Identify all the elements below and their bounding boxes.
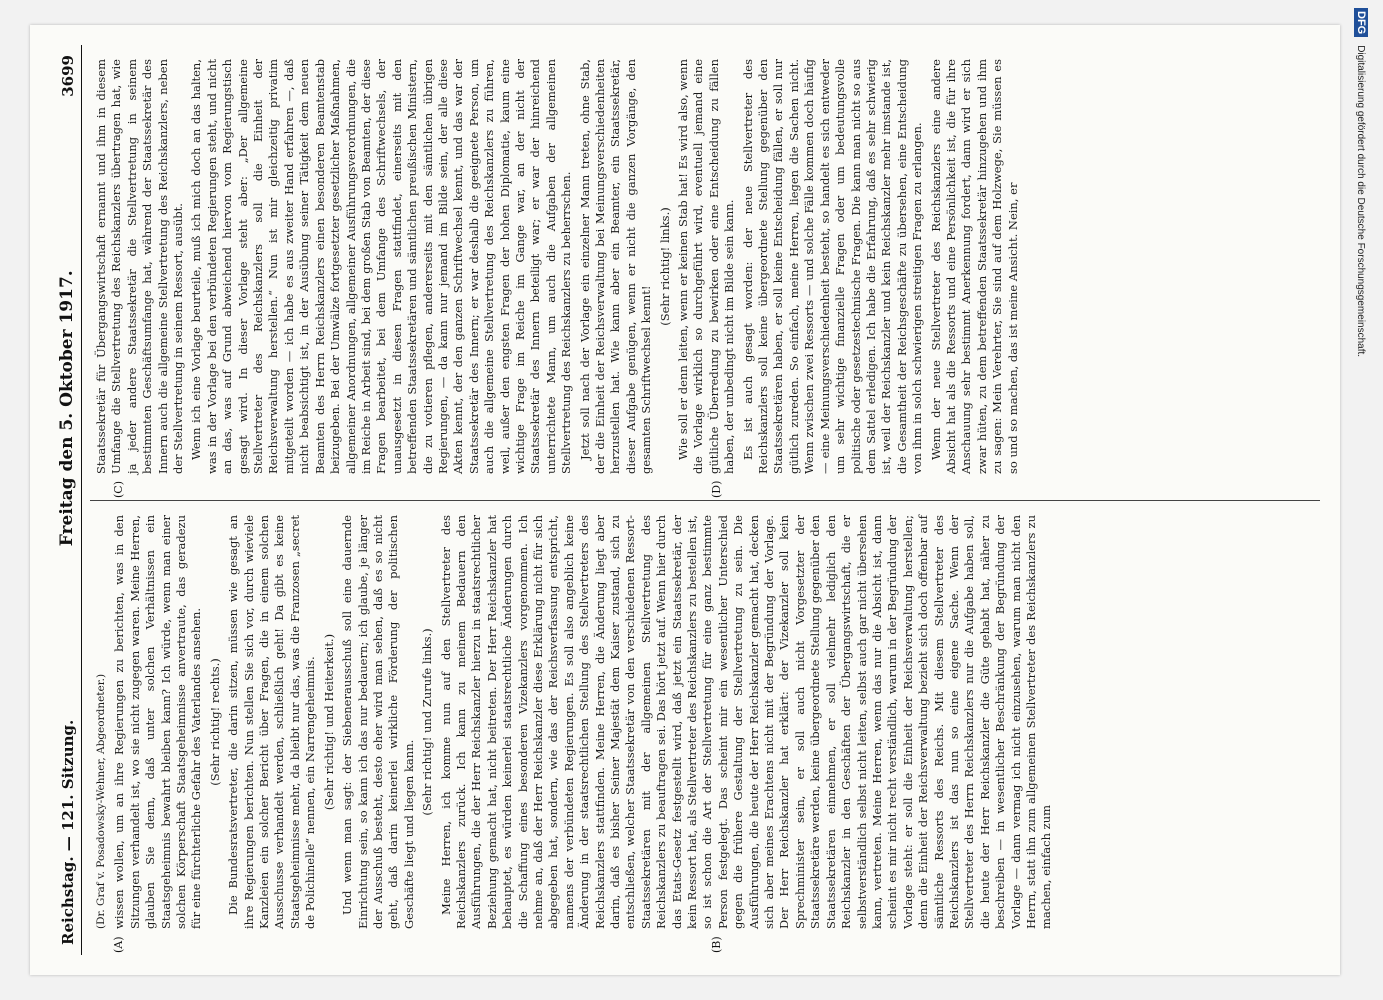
margin-marker-d: (D) bbox=[710, 480, 723, 498]
newspaper-page bbox=[50, 45, 1320, 955]
paragraph: Staatssekretär für Übergangswirtschaft ernannt und ihm in diesem Umfange die Stellvertretung des Reichskanzlers übertragen hat, wie ja jeder andere Staatssekretär die Stellvertretung in seinem bestimmten Geschäftsumfange hat, während der Staatssekretär des Innern auch die allgemeine Stellvertretung des Reichskanzlers, neben der Stellvertretung in seinem Ressort, ausübt. bbox=[94, 59, 186, 474]
interjection: (Sehr richtig! links.) bbox=[657, 207, 672, 326]
dfg-logo-icon: DFG bbox=[1354, 8, 1368, 37]
header-left: Reichstag. — 121. Sitzung. bbox=[59, 719, 77, 945]
right-column bbox=[90, 45, 1320, 500]
paragraph: Es ist auch gesagt worden: der neue Stellvertreter des Reichskanzlers soll keine übergeordnete Stellung gegenüber den Staatssekretären haben, er soll keine Entscheidung fällen, er soll nur gütlich zureden. So einfach, meine Herren, liegen die Sachen nicht. Wenn zwischen zwei Ressorts — und solche Fälle kommen doch häufig — eine Meinungsverschiedenheit besteht, so handelt es sich entweder um sehr wichtige finanzielle Fragen oder um bedeutungsvolle politische oder gesetzestechnische Fragen. Die kann man nicht so aus dem Sattel erledigen. Ich habe die Erfahrung, daß es sehr schwierig ist, weil der Reichskanzler und kein Reichskanzler mehr imstande ist, die Gesamtheit der Reichsgeschäfte zu übersehen, eine Entscheidung von ihm in solch schwierigen streitigen Fragen zu erlangen. bbox=[740, 59, 925, 474]
margin-marker-b: (B) bbox=[710, 936, 723, 953]
page-header bbox=[50, 45, 82, 955]
paragraph: Wie soll er denn leiten, wenn er keinen Stab hat! Es wird also, wenn die Vorlage wirklich so durchgeführt wird, eventuell jemand eine gütliche Überredung zu bewirken oder eine Entscheidung zu fällen haben, der unbedingt nicht im Bilde sein kann. bbox=[676, 59, 737, 474]
rotated-page-content bbox=[30, 25, 1340, 975]
digitization-credit bbox=[1345, 8, 1377, 988]
paragraph: Meine Herren, ich komme nun auf den Stellvertreter des Reichskanzlers zurück. Ich kann zu meinem Bedauern den Ausführungen, die der Herr Reichskanzler hierzu in staatsrechtlicher Beziehung gemacht hat, nicht beitreten. Der Herr Reichskanzler hat behauptet, es würden keinerlei staatsrechtliche Änderungen durch die Schaffung eines besonderen Vizekanzlers vorgenommen. Ich nehme an, daß der Herr Reichskanzler diese Erklärung nicht für sich abgegeben hat, sondern, wie das der Reichsverfassung entspricht, namens der verbündeten Regierungen. Es soll also angeblich keine Änderung in der staatsrechtlichen Stellung des Stellvertreters des Reichskanzlers stattfinden. Meine Herren, die Änderung liegt aber darin, daß es bisher Seiner Majestät dem Kaiser zustand, sich zu entschließen, welcher Staatssekretär von den verschiedenen Ressort-Staatssekretären mit der allgemeinen Stellvertretung des Reichskanzlers zu beauftragen sei. Das hört jetzt auf. Wenn hier durch das Etats-Gesetz festgestellt wird, daß jetzt ein Staatssekretär, der kein Ressort hat, als Stellvertreter des Reichskanzlers zu bestellen ist, so ist schon die Art der Stellvertretung für eine ganz bestimmte Person festgelegt. Das scheint mir ein wesentlicher Unterschied gegen die frühere Gestaltung der Stellvertretung zu sein. Die Ausführungen, die heute der Herr Reichskanzler gemacht hat, decken sich aber meines Erachtens nicht mit der Begründung der Vorlage. Der Herr Reichskanzler hat erklärt: der Vizekanzler soll kein Sprechminister sein, er soll auch nicht Vorgesetzter der Staatssekretäre werden, keine übergeordnete Stellung gegenüber den Staatssekretären einnehmen, er soll vielmehr lediglich den Reichskanzler in den Geschäften der Übergangswirtschaft, die er selbstverständlich selbst nicht leiten, selbst auch gar nicht übersehen kann, vertreten. Meine Herren, wenn das nur die Absicht ist, dann scheint es mir nicht recht verständlich, warum in der Begründung der Vorlage steht: er soll die Einheit der Reichsverwaltung herstellen; denn die Einheit der Reichsverwaltung bezieht sich doch offenbar auf sämtliche Ressorts des Reichs. Mit diesem Stellvertreter des Reichskanzlers ist das nun so eine eigene Sache. Wenn der Stellvertreter des Herrn Reichskanzlers nur die Aufgabe haben soll, die heute der Herr Reichskanzler die Güte gehabt hat, näher zu beschreiben — in wesentlicher Beschränkung der Begründung der Vorlage — dann vermag ich nicht einzusehen, warum man nicht den Herrn, statt ihn zum allgemeinen Stellvertreter des Reichskanzlers zu machen, einfach zum bbox=[438, 515, 1054, 929]
credit-text: Digitalisierung gefördert durch die Deutsche Forschungsgemeinschaft. bbox=[1355, 45, 1367, 358]
speaker-line: (Dr. Graf v. Posadowsky-Wehner, Abgeordneter.) bbox=[95, 673, 107, 929]
header-date: Freitag den 5. Oktober 1917. bbox=[57, 270, 77, 547]
interjection: (Sehr richtig! rechts.) bbox=[207, 658, 222, 786]
interjection: (Sehr richtig! und Heiterkeit.) bbox=[321, 633, 336, 811]
left-column bbox=[90, 500, 1320, 955]
paragraph: Die Bundesratsvertreter, die darin sitzen, müssen wie gesagt an ihre Regierungen berichten. Nun stellen Sie sich vor, durch wieviele Kanzleien ein solcher Bericht über Fragen, die in einem solchen Ausschusse verhandelt werden, schließlich geht! Da gibt es keine Staatsgeheimnisse mehr, da bleibt nur das, was die Franzosen „secret de Polichinelle“ nennen, ein Narrengeheimnis. bbox=[226, 515, 318, 929]
margin-marker-a: (A) bbox=[112, 936, 125, 953]
page-number: 3699 bbox=[59, 55, 77, 97]
text-columns bbox=[90, 45, 1320, 955]
paragraph: wissen wollen, um an ihre Regierungen zu berichten, was in den Sitzungen verhandelt ist, wo sie nicht zugegen waren. Meine Herren, glauben Sie denn, daß unter solchen Verhältnissen ein Staatsgeheimnis bewahrt bleiben kann? Ich würde, wenn man einer solchen Körperschaft Staatsgeheimnisse anvertraute, das geradezu für eine fürchterliche Gefahr des Vaterlandes ansehen. bbox=[112, 515, 204, 929]
paragraph: Und wenn man sagt: der Siebenerausschuß soll eine dauernde Einrichtung sein, so kann ich das nur bedauern; ich glaube, je länger der Ausschuß besteht, desto eher wird man sehen, daß es so nicht geht, daß darin keinerlei wirkliche Förderung der politischen Geschäfte liegt und liegen kann. bbox=[340, 515, 416, 929]
digitization-credit-inner bbox=[1345, 8, 1377, 988]
interjection: (Sehr richtig! und Zurufe links.) bbox=[420, 628, 435, 816]
paragraph: Wenn ich eine Vorlage beurteile, muß ich mich doch an das halten, was in der Vorlage bei den verbündeten Regierungen steht, und nicht an das, was auf Grund abweichend hiervon vom Regierungstisch gesagt wird. In dieser Vorlage steht aber: „Der allgemeine Stellvertreter des Reichskanzlers soll die Einheit der Reichsverwaltung herstellen.“ Nun ist mir gleichzeitig privatim mitgeteilt worden — ich habe es aus zweiter Hand erfahren —, daß nicht beabsichtigt ist, in der Ausübung seiner Tätigkeit dem neuen Beamten des Herrn Reichskanzlers einen besonderen Beamtenstab beizugeben. Bei der Umwälze fortgesetzter gesetzlicher Maßnahmen, allgemeiner Anordnungen, allgemeiner Ausführungsverordnungen, die im Reiche in Arbeit sind, bei dem großen Stab von Beamten, der diese Fragen bearbeitet, bei dem Umfange des Schriftwechsels, der unausgesetzt in diesen Fragen stattfindet, einerseits mit den betreffenden Staatssekretären und sämtlichen preußischen Ministern, die zu votieren pflegen, andererseits mit den sämtlichen übrigen Regierungen, — da kann nur jemand im Bilde sein, der alle diese Akten kennt, der den ganzen Schriftwechsel kennt, und das war der Staatssekretär des Innern; er war deshalb die geeignete Person, um auch die allgemeine Stellvertretung des Reichskanzlers zu führen, weil, außer den engsten Fragen der hohen Diplomatie, kaum eine wichtige Frage im Reiche im Gange war, an der nicht der Staatssekretär des Innern beteiligt war; er war der hinreichend unterrichtete Mann, um auch die Aufgaben der allgemeinen Stellvertretung des Reichskanzlers zu beherrschen. bbox=[189, 59, 574, 474]
paragraph: Wenn der neue Stellvertreter des Reichskanzlers eine andere Absicht hat als die Ressorts und eine Persönlichkeit ist, die für ihre Anschauung sehr bestimmt Anerkennung fordert, dann wird er sich zwar hüten, zu dem betreffenden Staatssekretär hinzugehen und ihm zu sagen: Mein Verehrter, Sie sind auf dem Holzwege, Sie müssen es so und so machen, das ist meine Ansicht. Nein, er bbox=[928, 59, 1020, 474]
paragraph: Jetzt soll nach der Vorlage ein einzelner Mann treten, ohne Stab, der die Einheit der Reichsverwaltung bei Meinungsverschiedenheiten herzustellen hat. Wie kann aber ein Beamter, ein Staatssekretär, dieser Aufgabe genügen, wenn er nicht die ganzen Vorgänge, den gesamten Schriftwechsel kennt! bbox=[577, 59, 654, 474]
margin-marker-c: (C) bbox=[112, 481, 125, 498]
scanned-page bbox=[30, 25, 1340, 975]
